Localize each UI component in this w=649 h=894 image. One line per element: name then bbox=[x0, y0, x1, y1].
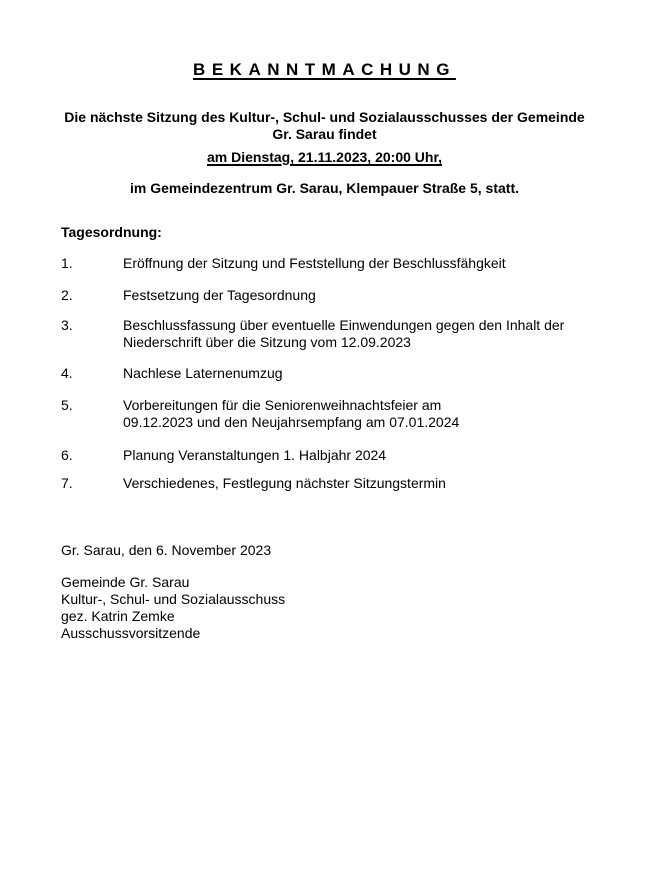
agenda-item-7 bbox=[61, 475, 588, 492]
agenda-item-number: 4. bbox=[61, 365, 73, 381]
agenda-item-number: 5. bbox=[61, 397, 73, 413]
meeting-location-line: im Gemeindezentrum Gr. Sarau, Klempauer Straße 5, statt. bbox=[129, 180, 519, 196]
agenda-item-text: Eröffnung der Sitzung und Feststellung der Beschlussfähgkeit bbox=[123, 255, 506, 271]
agenda-item-2 bbox=[61, 287, 588, 304]
agenda-item-text-line-1: Beschlussfassung über eventuelle Einwendungen gegen den Inhalt der bbox=[123, 317, 565, 333]
signature-line-organization: Gemeinde Gr. Sarau bbox=[61, 574, 190, 590]
agenda-item-text-line-1: Vorbereitungen für die Seniorenweihnachtsfeier am bbox=[123, 397, 442, 413]
agenda-item-text: Festsetzung der Tagesordnung bbox=[123, 287, 316, 303]
agenda-item-number: 6. bbox=[61, 447, 73, 463]
place-date-line: Gr. Sarau, den 6. November 2023 bbox=[61, 542, 272, 558]
agenda-item-6 bbox=[61, 447, 588, 464]
agenda-item-text: Verschiedenes, Festlegung nächster Sitzungstermin bbox=[123, 475, 446, 491]
document-title bbox=[61, 60, 588, 80]
agenda-item-text-line-2: 09.12.2023 und den Neujahrsempfang am 07.01.2024 bbox=[123, 414, 460, 430]
document-title-text: BEKANNTMACHUNG bbox=[193, 60, 456, 79]
intro-line-1: Die nächste Sitzung des Kultur-, Schul- und Sozialausschusses der Gemeinde bbox=[64, 109, 585, 125]
agenda-item-text: Planung Veranstaltungen 1. Halbjahr 2024 bbox=[123, 447, 387, 463]
signature-line-signer: gez. Katrin Zemke bbox=[61, 608, 175, 624]
signature-line-committee: Kultur-, Schul- und Sozialausschuss bbox=[61, 591, 286, 607]
agenda-item-text: Nachlese Laternenumzug bbox=[123, 365, 283, 381]
signature-line-role: Ausschussvorsitzende bbox=[61, 625, 201, 641]
signature-block bbox=[61, 574, 588, 642]
agenda-item-number: 2. bbox=[61, 287, 73, 303]
agenda-item-text bbox=[123, 317, 588, 351]
meeting-datetime-text: am Dienstag, 21.11.2023, 20:00 Uhr, bbox=[206, 149, 443, 165]
agenda-heading: Tagesordnung: bbox=[61, 224, 162, 240]
agenda-item-text bbox=[123, 397, 588, 431]
agenda-item-text-line-2: Niederschrift über die Sitzung vom 12.09.2023 bbox=[123, 334, 411, 350]
intro-paragraph bbox=[61, 109, 588, 143]
meeting-datetime-line bbox=[61, 149, 588, 166]
intro-line-2: Gr. Sarau findet bbox=[272, 126, 377, 142]
agenda-item-5 bbox=[61, 397, 588, 431]
agenda-item-1 bbox=[61, 255, 588, 272]
agenda-item-number: 7. bbox=[61, 475, 73, 491]
agenda-item-3 bbox=[61, 317, 588, 351]
agenda-item-number: 3. bbox=[61, 317, 73, 333]
agenda-item-4 bbox=[61, 365, 588, 382]
agenda-item-number: 1. bbox=[61, 255, 73, 271]
